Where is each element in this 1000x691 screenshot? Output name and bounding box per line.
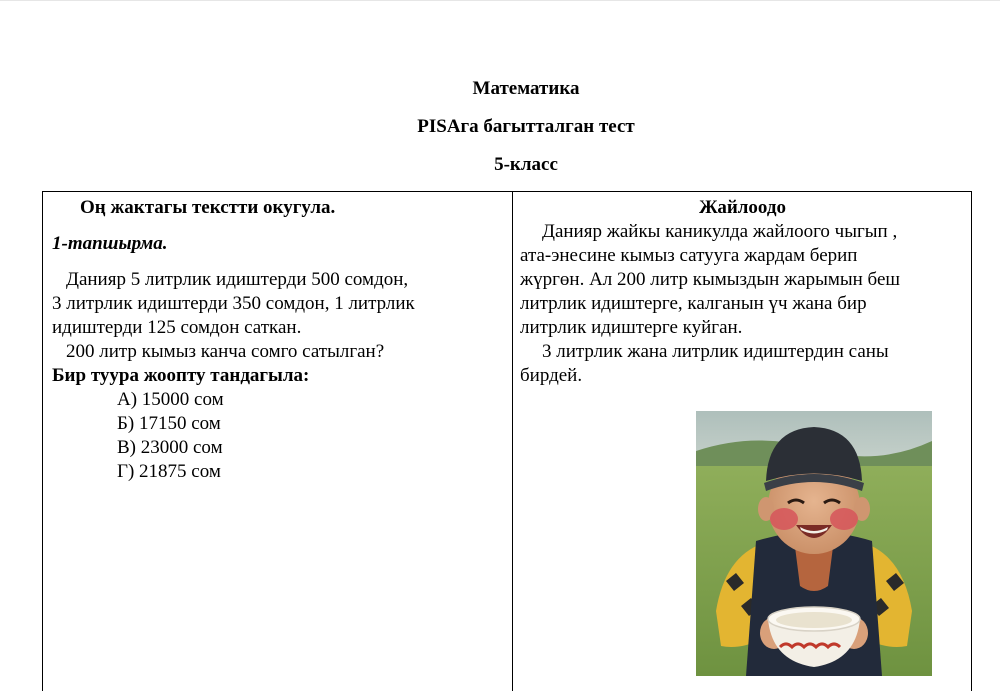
story-line: ата-энесине кымыз сатууга жардам берип <box>520 245 858 266</box>
story-line: литрлик идиштерге, калганын үч жана бир <box>520 293 867 314</box>
child-photo <box>696 411 932 676</box>
story-line: бирдей. <box>520 365 583 386</box>
story-line: Данияр жайкы каникулда жайлоого чыгып , <box>542 221 898 242</box>
story-cell <box>520 196 965 388</box>
cheek-right <box>830 508 858 530</box>
task-cell <box>52 196 502 484</box>
cheek-left <box>770 508 798 530</box>
column-divider <box>512 192 513 691</box>
test-title-heading: PISAга багытталган тест <box>417 116 635 137</box>
kymyz-liquid <box>776 612 852 628</box>
top-border-line <box>0 0 1000 1</box>
instruction-text: Оң жактагы текстти окугула. <box>80 197 336 218</box>
story-line: литрлик идиштерге куйган. <box>520 317 743 338</box>
story-line: жүргөн. Ал 200 литр кымыздын жарымын беш <box>520 269 901 290</box>
task-table <box>42 191 972 691</box>
problem-text <box>52 268 502 364</box>
question-text: 200 литр кымыз канча сомго сатылган? <box>66 341 385 362</box>
problem-line: Данияр 5 литрлик идиштерди 500 сомдон, <box>66 269 409 290</box>
problem-line: 3 литрлик идиштерди 350 сомдон, 1 литрлик <box>52 293 415 314</box>
problem-line: идиштерди 125 сомдон саткан. <box>52 317 302 338</box>
story-title: Жайлоодо <box>699 197 786 218</box>
answer-options <box>52 388 502 484</box>
story-line: 3 литрлик жана литрлик идиштердин саны <box>542 341 889 362</box>
answer-option-a[interactable]: А) 15000 сом <box>117 389 224 410</box>
answer-option-d[interactable]: Г) 21875 сом <box>117 461 221 482</box>
choose-prompt: Бир туура жоопту тандагыла: <box>52 365 310 386</box>
answer-option-b[interactable]: Б) 17150 сом <box>117 413 221 434</box>
answer-option-c[interactable]: В) 23000 сом <box>117 437 223 458</box>
subject-heading: Математика <box>472 78 580 99</box>
task-number: 1-тапшырма. <box>52 233 168 254</box>
grade-heading: 5-класс <box>494 154 558 175</box>
